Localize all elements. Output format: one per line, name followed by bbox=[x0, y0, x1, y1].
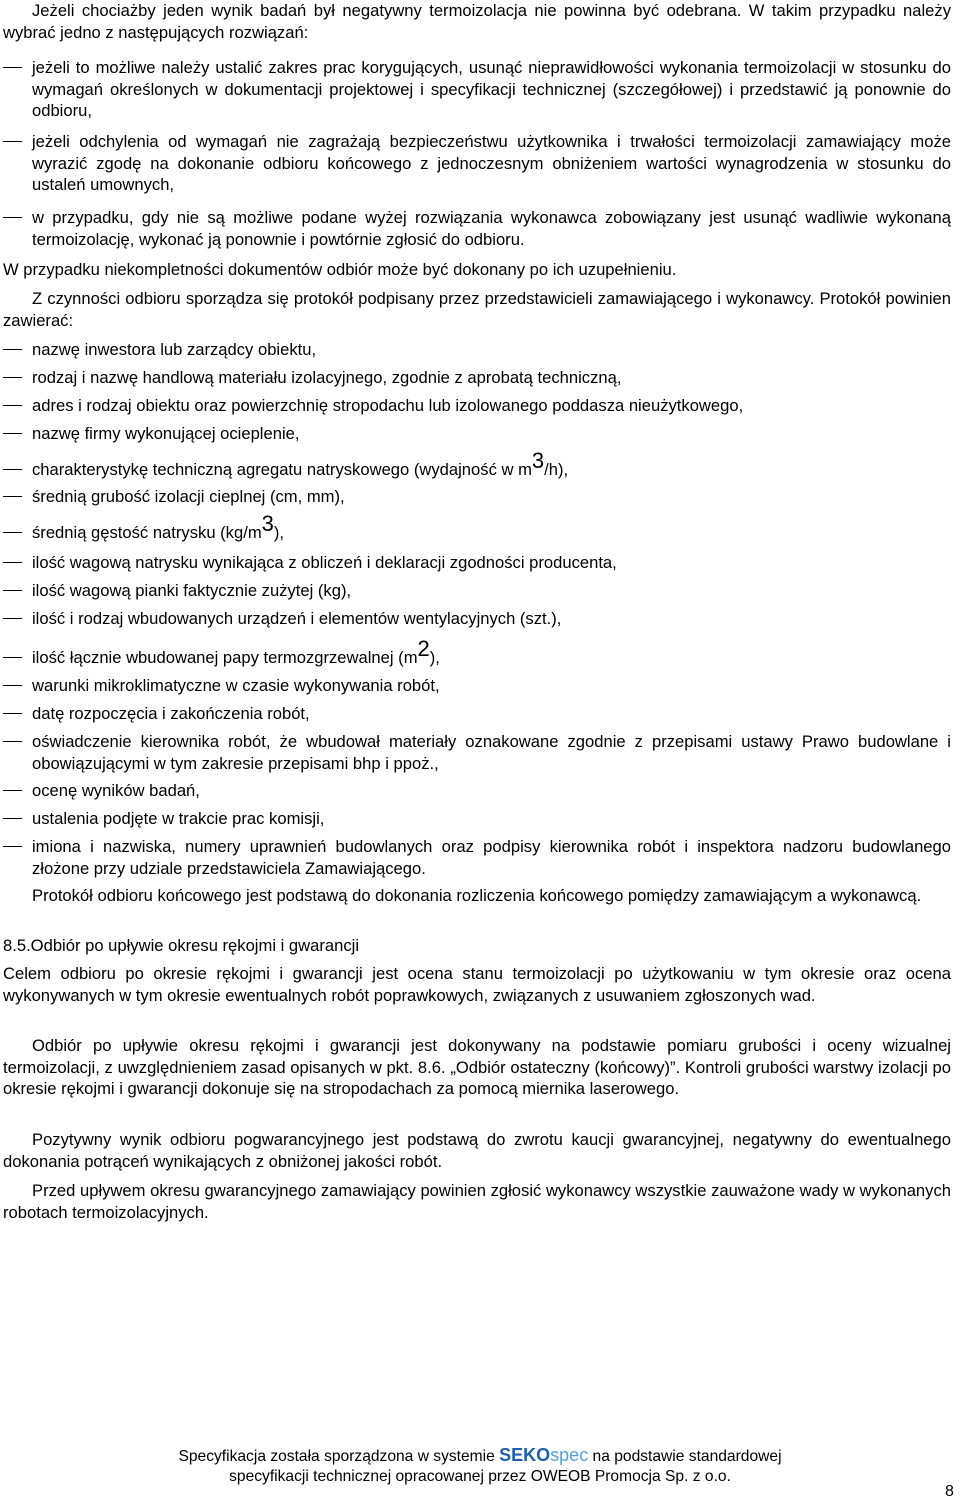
list-item-text: ilość wagową pianki faktycznie zużytej (kg), bbox=[32, 581, 352, 600]
list-item-text: w przypadku, gdy nie są możliwe podane wyżej rozwiązania wykonawca zobowiązany jest usunąć wadliwie wykonaną termoizolację, wykonać ją ponownie i powtórnie zgłosić do odbioru. bbox=[32, 208, 951, 249]
logo-seko: SEKO bbox=[499, 1445, 551, 1465]
list-item-text: warunki mikroklimatyczne w czasie wykonywania robót, bbox=[32, 676, 440, 695]
dash-bullet bbox=[3, 846, 22, 847]
list-item-text: oświadczenie kierownika robót, że wbudował materiały oznakowane zgodnie z przepisami ustawy Prawo budowlane i obowiązującymi w tym zakresie przepisami bhp i ppoż., bbox=[32, 732, 951, 773]
list-item-text: rodzaj i nazwę handlową materiału izolacyjnego, zgodnie z aprobatą techniczną, bbox=[32, 368, 622, 387]
page-number: 8 bbox=[945, 1483, 954, 1500]
list-item-text: ilość i rodzaj wbudowanych urządzeń i elementów wentylacyjnych (szt.), bbox=[32, 609, 562, 628]
dash-bullet bbox=[3, 217, 22, 218]
page-footer bbox=[0, 1445, 960, 1487]
dash-bullet bbox=[3, 532, 22, 533]
dash-bullet bbox=[3, 657, 22, 658]
list-item-text: adres i rodzaj obiektu oraz powierzchnię stropodachu lub izolowanego poddasza nieużytkowego, bbox=[32, 396, 744, 415]
item-text-part: ), bbox=[429, 648, 440, 667]
dash-bullet bbox=[3, 141, 22, 142]
item-text-part: ), bbox=[273, 523, 285, 542]
final-protocol-paragraph: Protokół odbioru końcowego jest podstawą do dokonania rozliczenia końcowego pomiędzy zamawiającym a wykonawcą. bbox=[32, 886, 922, 905]
sekospec-logo bbox=[499, 1445, 589, 1465]
list-item-text: jeżeli odchylenia od wymagań nie zagrażają bezpieczeństwu użytkownika i trwałości termoizolacji zamawiający może wyrazić zgodę na dokonanie odbioru końcowego z jednoczesnym obniżeniem wartości wynagrodzenia w stosunku do ustaleń umownych, bbox=[32, 132, 951, 194]
dash-bullet bbox=[3, 618, 22, 619]
section-paragraph: Przed upływem okresu gwarancyjnego zamawiający powinien zgłosić wykonawcy wszystkie zauważone wady w wykonanych robotach termoizolacyjnych. bbox=[3, 1181, 951, 1222]
list-item-text: datę rozpoczęcia i zakończenia robót, bbox=[32, 704, 310, 723]
dash-bullet bbox=[3, 562, 22, 563]
item-text-part: ilość łącznie wbudowanej papy termozgrzewalnej (m bbox=[32, 648, 418, 667]
item-text-part: średnią gęstość natrysku (kg/m bbox=[32, 523, 262, 542]
item-text-part: charakterystykę techniczną agregatu natryskowego (wydajność w m bbox=[32, 460, 532, 479]
list-item-text: nazwę inwestora lub zarządcy obiektu, bbox=[32, 340, 317, 359]
dash-bullet bbox=[3, 496, 22, 497]
dash-bullet bbox=[3, 377, 22, 378]
list-item-text: nazwę firmy wykonującej ocieplenie, bbox=[32, 424, 300, 443]
footer-line-2: specyfikacji technicznej opracowanej przez OWEOB Promocja Sp. z o.o. bbox=[229, 1468, 731, 1485]
section-paragraph: Celem odbioru po okresie rękojmi i gwarancji jest ocena stanu termoizolacji po użytkowaniu w tym okresie oraz ocena wykonywanych w tym okresie ewentualnych robót poprawkowych, związanych z usuwaniem zgłoszonych wad. bbox=[3, 964, 951, 1005]
dash-bullet bbox=[3, 818, 22, 819]
list-item-text bbox=[32, 448, 951, 481]
dash-bullet bbox=[3, 67, 22, 68]
footer-text: Specyfikacja została sporządzona w systemie bbox=[178, 1448, 495, 1465]
logo-spec: spec bbox=[550, 1445, 589, 1465]
dash-bullet bbox=[3, 790, 22, 791]
protocol-intro-paragraph: Z czynności odbioru sporządza się protokół podpisany przez przedstawicieli zamawiającego i wykonawcy. Protokół powinien zawierać: bbox=[3, 289, 951, 330]
dash-bullet bbox=[3, 349, 22, 350]
incomplete-docs-paragraph: W przypadku niekompletności dokumentów odbiór może być dokonany po ich uzupełnieniu. bbox=[3, 260, 677, 279]
dash-bullet bbox=[3, 741, 22, 742]
intro-paragraph: Jeżeli chociażby jeden wynik badań był negatywny termoizolacja nie powinna być odebrana. W takim przypadku należy wybrać jedno z następujących rozwiązań: bbox=[3, 1, 951, 42]
list-item-text: ilość wagową natrysku wynikająca z obliczeń i deklaracji zgodności producenta, bbox=[32, 553, 617, 572]
list-item-text: średnią grubość izolacji cieplnej (cm, mm), bbox=[32, 487, 345, 506]
section-heading: 8.5.Odbiór po upływie okresu rękojmi i gwarancji bbox=[3, 936, 360, 955]
dash-bullet bbox=[3, 713, 22, 714]
list-item-text: ustalenia podjęte w trakcie prac komisji, bbox=[32, 809, 325, 828]
dash-bullet bbox=[3, 405, 22, 406]
footer-text: na podstawie standardowej bbox=[592, 1448, 782, 1465]
dash-bullet bbox=[3, 469, 22, 470]
dash-bullet bbox=[3, 685, 22, 686]
list-item-text: imiona i nazwiska, numery uprawnień budowlanych oraz podpisy kierownika robót i inspektora nadzoru budowlanego złożone przy udziale przedstawiciela Zamawiającego. bbox=[32, 837, 951, 878]
superscript: 3 bbox=[531, 448, 545, 473]
dash-bullet bbox=[3, 433, 22, 434]
item-text-part: /h), bbox=[544, 460, 569, 479]
superscript: 3 bbox=[261, 511, 274, 536]
dash-bullet bbox=[3, 590, 22, 591]
list-item-text bbox=[32, 636, 951, 669]
list-item-text: ocenę wyników badań, bbox=[32, 781, 200, 800]
footer-line-1 bbox=[0, 1445, 960, 1467]
section-paragraph: Pozytywny wynik odbioru pogwarancyjnego jest podstawą do zwrotu kaucji gwarancyjnej, negatywny do ewentualnego dokonania potrąceń wynikających z obniżonej jakości robót. bbox=[3, 1130, 951, 1171]
superscript: 2 bbox=[417, 636, 430, 661]
section-paragraph: Odbiór po upływie okresu rękojmi i gwarancji jest dokonywany na podstawie pomiaru grubości i oceny wizualnej termoizolacji, z uwzględnieniem zasad opisanych w pkt. 8.6. „Odbiór ostateczny (końcowy)”. Kontroli grubości warstwy izolacji po okresie rękojmi i gwarancji dokonuje się na stropodachach za pomocą miernika laserowego. bbox=[3, 1036, 951, 1098]
list-item-text bbox=[32, 511, 951, 544]
list-item-text: jeżeli to możliwe należy ustalić zakres prac korygujących, usunąć nieprawidłowości wykonania termoizolacji w stosunku do wymagań określonych w dokumentacji projektowej i specyfikacji technicznej (szczegółowej) i przedstawić ją ponownie do odbioru, bbox=[32, 58, 951, 120]
